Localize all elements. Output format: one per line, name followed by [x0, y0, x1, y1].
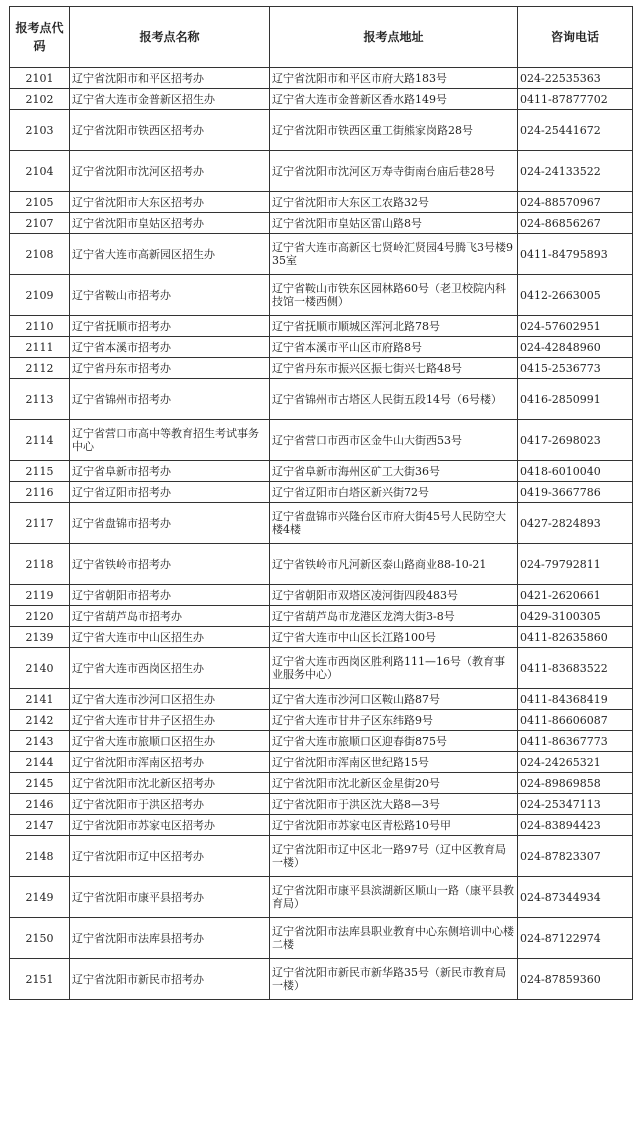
cell-name: 辽宁省沈阳市浑南区招考办 [70, 752, 270, 773]
table-row [10, 752, 633, 773]
cell-code: 2110 [10, 316, 70, 337]
cell-code: 2114 [10, 420, 70, 461]
table-row [10, 420, 633, 461]
table-row [10, 68, 633, 89]
cell-address: 辽宁省沈阳市和平区市府大路183号 [270, 68, 518, 89]
table-row [10, 379, 633, 420]
cell-name: 辽宁省沈阳市新民市招考办 [70, 959, 270, 1000]
cell-code: 2120 [10, 606, 70, 627]
table-row [10, 544, 633, 585]
cell-name: 辽宁省大连市甘井子区招生办 [70, 710, 270, 731]
table-row [10, 794, 633, 815]
table-row [10, 337, 633, 358]
cell-code: 2150 [10, 918, 70, 959]
cell-address: 辽宁省沈阳市大东区工农路32号 [270, 192, 518, 213]
cell-name: 辽宁省阜新市招考办 [70, 461, 270, 482]
cell-address: 辽宁省大连市甘井子区东纬路9号 [270, 710, 518, 731]
cell-address: 辽宁省大连市高新区七贤岭汇贤园4号腾飞3号楼935室 [270, 234, 518, 275]
cell-code: 2146 [10, 794, 70, 815]
table-row [10, 689, 633, 710]
table-row [10, 731, 633, 752]
cell-code: 2143 [10, 731, 70, 752]
cell-name: 辽宁省抚顺市招考办 [70, 316, 270, 337]
cell-name: 辽宁省沈阳市皇姑区招考办 [70, 213, 270, 234]
cell-phone: 0412-2663005 [518, 275, 633, 316]
cell-name: 辽宁省沈阳市和平区招考办 [70, 68, 270, 89]
cell-phone: 0411-82635860 [518, 627, 633, 648]
cell-address: 辽宁省阜新市海州区矿工大街36号 [270, 461, 518, 482]
cell-phone: 024-87859360 [518, 959, 633, 1000]
cell-phone: 024-87344934 [518, 877, 633, 918]
cell-phone: 024-22535363 [518, 68, 633, 89]
table-row [10, 606, 633, 627]
cell-code: 2145 [10, 773, 70, 794]
table-row [10, 89, 633, 110]
cell-code: 2107 [10, 213, 70, 234]
cell-code: 2105 [10, 192, 70, 213]
cell-name: 辽宁省沈阳市法库县招考办 [70, 918, 270, 959]
cell-address: 辽宁省沈阳市沈河区万寿寺街南台庙后巷28号 [270, 151, 518, 192]
cell-address: 辽宁省沈阳市康平县滨湖新区顺山一路（康平县教育局） [270, 877, 518, 918]
table-row [10, 648, 633, 689]
cell-address: 辽宁省沈阳市法库县职业教育中心东侧培训中心楼二楼 [270, 918, 518, 959]
table-row [10, 773, 633, 794]
cell-name: 辽宁省沈阳市辽中区招考办 [70, 836, 270, 877]
table-row [10, 213, 633, 234]
table-row [10, 275, 633, 316]
cell-name: 辽宁省丹东市招考办 [70, 358, 270, 379]
cell-code: 2151 [10, 959, 70, 1000]
cell-name: 辽宁省沈阳市沈河区招考办 [70, 151, 270, 192]
cell-phone: 0417-2698023 [518, 420, 633, 461]
cell-phone: 024-83894423 [518, 815, 633, 836]
cell-address: 辽宁省丹东市振兴区振七街兴七路48号 [270, 358, 518, 379]
cell-code: 2118 [10, 544, 70, 585]
cell-code: 2147 [10, 815, 70, 836]
cell-address: 辽宁省本溪市平山区市府路8号 [270, 337, 518, 358]
cell-name: 辽宁省大连市西岗区招生办 [70, 648, 270, 689]
cell-phone: 0411-84368419 [518, 689, 633, 710]
cell-phone: 0429-3100305 [518, 606, 633, 627]
cell-phone: 0419-3667786 [518, 482, 633, 503]
cell-code: 2103 [10, 110, 70, 151]
table-row [10, 877, 633, 918]
cell-address: 辽宁省铁岭市凡河新区泰山路商业88-10-21 [270, 544, 518, 585]
cell-name: 辽宁省沈阳市于洪区招考办 [70, 794, 270, 815]
cell-phone: 0415-2536773 [518, 358, 633, 379]
cell-phone: 024-89869858 [518, 773, 633, 794]
table-row [10, 918, 633, 959]
cell-phone: 024-87823307 [518, 836, 633, 877]
cell-phone: 0421-2620661 [518, 585, 633, 606]
cell-code: 2115 [10, 461, 70, 482]
table-row [10, 585, 633, 606]
cell-code: 2101 [10, 68, 70, 89]
cell-code: 2119 [10, 585, 70, 606]
cell-code: 2144 [10, 752, 70, 773]
table-row [10, 461, 633, 482]
table-row [10, 110, 633, 151]
cell-name: 辽宁省辽阳市招考办 [70, 482, 270, 503]
cell-address: 辽宁省营口市西市区金牛山大街西53号 [270, 420, 518, 461]
cell-phone: 0411-86367773 [518, 731, 633, 752]
cell-address: 辽宁省沈阳市沈北新区金星街20号 [270, 773, 518, 794]
table-row [10, 192, 633, 213]
table-row [10, 710, 633, 731]
cell-address: 辽宁省沈阳市皇姑区雷山路8号 [270, 213, 518, 234]
cell-address: 辽宁省葫芦岛市龙港区龙湾大街3-8号 [270, 606, 518, 627]
cell-name: 辽宁省大连市旅顺口区招生办 [70, 731, 270, 752]
table-row [10, 234, 633, 275]
table-row [10, 316, 633, 337]
cell-phone: 0416-2850991 [518, 379, 633, 420]
cell-phone: 0411-87877702 [518, 89, 633, 110]
cell-address: 辽宁省沈阳市于洪区沈大路8—3号 [270, 794, 518, 815]
cell-name: 辽宁省沈阳市沈北新区招考办 [70, 773, 270, 794]
cell-address: 辽宁省沈阳市铁西区重工街熊家岗路28号 [270, 110, 518, 151]
cell-code: 2116 [10, 482, 70, 503]
cell-phone: 0411-83683522 [518, 648, 633, 689]
cell-phone: 024-42848960 [518, 337, 633, 358]
cell-name: 辽宁省鞍山市招考办 [70, 275, 270, 316]
cell-address: 辽宁省大连市沙河口区鞍山路87号 [270, 689, 518, 710]
cell-name: 辽宁省大连市金普新区招生办 [70, 89, 270, 110]
cell-address: 辽宁省辽阳市白塔区新兴街72号 [270, 482, 518, 503]
cell-code: 2117 [10, 503, 70, 544]
table-row [10, 358, 633, 379]
cell-name: 辽宁省盘锦市招考办 [70, 503, 270, 544]
cell-code: 2139 [10, 627, 70, 648]
table-row [10, 836, 633, 877]
cell-address: 辽宁省大连市西岗区胜利路111—16号（教育事业服务中心） [270, 648, 518, 689]
cell-phone: 024-25441672 [518, 110, 633, 151]
table-row [10, 959, 633, 1000]
cell-name: 辽宁省大连市沙河口区招生办 [70, 689, 270, 710]
cell-address: 辽宁省沈阳市浑南区世纪路15号 [270, 752, 518, 773]
cell-code: 2140 [10, 648, 70, 689]
table-header-row [10, 7, 633, 68]
cell-name: 辽宁省大连市中山区招生办 [70, 627, 270, 648]
cell-address: 辽宁省大连市旅顺口区迎春街875号 [270, 731, 518, 752]
cell-code: 2109 [10, 275, 70, 316]
cell-phone: 0411-84795893 [518, 234, 633, 275]
table-row [10, 627, 633, 648]
cell-phone: 024-88570967 [518, 192, 633, 213]
header-name: 报考点名称 [70, 7, 270, 68]
cell-address: 辽宁省朝阳市双塔区凌河街四段483号 [270, 585, 518, 606]
table-row [10, 482, 633, 503]
cell-phone: 024-86856267 [518, 213, 633, 234]
cell-name: 辽宁省营口市高中等教育招生考试事务中心 [70, 420, 270, 461]
table-body [10, 68, 633, 1000]
header-code: 报考点代码 [10, 7, 70, 68]
cell-name: 辽宁省沈阳市苏家屯区招考办 [70, 815, 270, 836]
cell-address: 辽宁省沈阳市苏家屯区青松路10号甲 [270, 815, 518, 836]
cell-phone: 024-25347113 [518, 794, 633, 815]
cell-code: 2113 [10, 379, 70, 420]
cell-name: 辽宁省葫芦岛市招考办 [70, 606, 270, 627]
cell-phone: 024-87122974 [518, 918, 633, 959]
cell-code: 2112 [10, 358, 70, 379]
cell-address: 辽宁省沈阳市新民市新华路35号（新民市教育局一楼） [270, 959, 518, 1000]
cell-phone: 0427-2824893 [518, 503, 633, 544]
cell-phone: 024-24265321 [518, 752, 633, 773]
header-phone: 咨询电话 [518, 7, 633, 68]
cell-address: 辽宁省大连市金普新区香水路149号 [270, 89, 518, 110]
cell-address: 辽宁省盘锦市兴隆台区市府大街45号人民防空大楼4楼 [270, 503, 518, 544]
cell-phone: 0418-6010040 [518, 461, 633, 482]
table-row [10, 815, 633, 836]
cell-address: 辽宁省大连市中山区长江路100号 [270, 627, 518, 648]
table-row [10, 151, 633, 192]
cell-phone: 024-24133522 [518, 151, 633, 192]
table-row [10, 503, 633, 544]
cell-name: 辽宁省沈阳市康平县招考办 [70, 877, 270, 918]
cell-name: 辽宁省沈阳市铁西区招考办 [70, 110, 270, 151]
cell-code: 2102 [10, 89, 70, 110]
cell-code: 2111 [10, 337, 70, 358]
cell-name: 辽宁省铁岭市招考办 [70, 544, 270, 585]
cell-address: 辽宁省鞍山市铁东区园林路60号（老卫校院内科技馆一楼西侧） [270, 275, 518, 316]
cell-name: 辽宁省大连市高新园区招生办 [70, 234, 270, 275]
cell-code: 2141 [10, 689, 70, 710]
cell-name: 辽宁省朝阳市招考办 [70, 585, 270, 606]
cell-code: 2148 [10, 836, 70, 877]
cell-code: 2142 [10, 710, 70, 731]
cell-phone: 024-57602951 [518, 316, 633, 337]
cell-code: 2108 [10, 234, 70, 275]
cell-name: 辽宁省本溪市招考办 [70, 337, 270, 358]
exam-site-table [9, 6, 633, 1000]
cell-name: 辽宁省沈阳市大东区招考办 [70, 192, 270, 213]
cell-name: 辽宁省锦州市招考办 [70, 379, 270, 420]
cell-phone: 024-79792811 [518, 544, 633, 585]
cell-address: 辽宁省锦州市古塔区人民街五段14号（6号楼） [270, 379, 518, 420]
header-address: 报考点地址 [270, 7, 518, 68]
cell-address: 辽宁省沈阳市辽中区北一路97号（辽中区教育局一楼） [270, 836, 518, 877]
cell-address: 辽宁省抚顺市顺城区浑河北路78号 [270, 316, 518, 337]
cell-code: 2149 [10, 877, 70, 918]
cell-code: 2104 [10, 151, 70, 192]
cell-phone: 0411-86606087 [518, 710, 633, 731]
